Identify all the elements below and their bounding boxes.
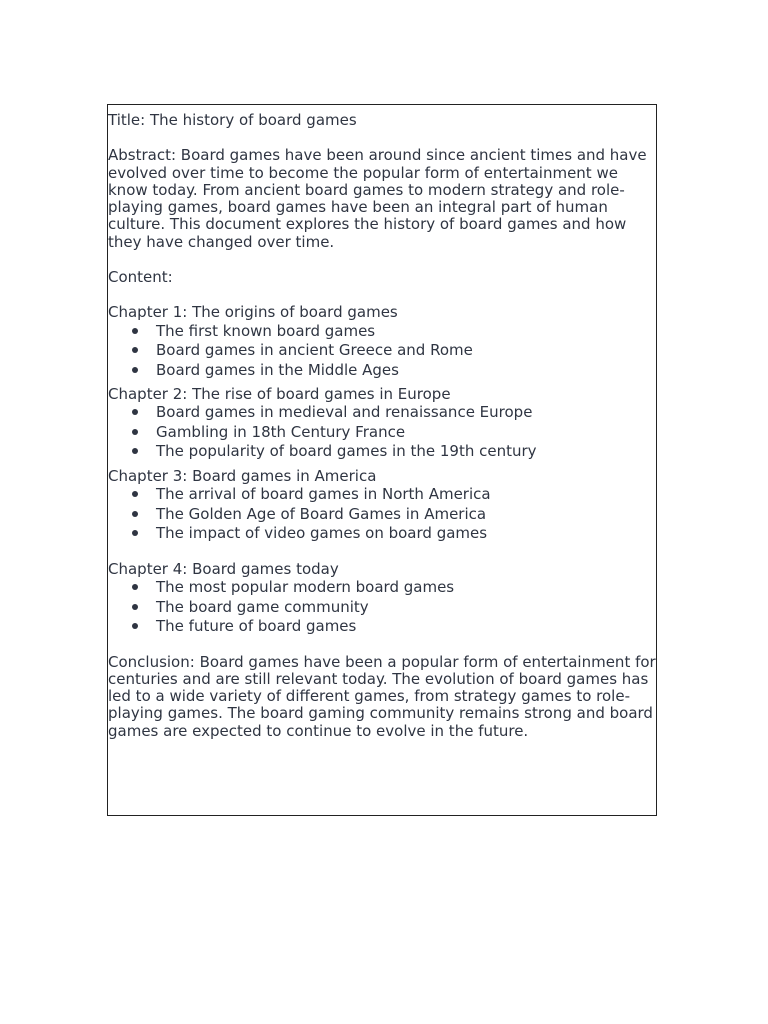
list-item — [108, 485, 656, 505]
list-item-text: Gambling in 18th Century France — [156, 422, 406, 441]
list-item — [108, 598, 656, 618]
content-label: Content: — [108, 268, 173, 287]
list-item-text: The arrival of board games in North America — [156, 485, 491, 504]
list-item-text: The popularity of board games in the 19th century — [156, 442, 537, 461]
bullet-icon — [132, 530, 138, 536]
list-item — [108, 361, 656, 381]
bullet-icon — [132, 448, 138, 454]
abstract-paragraph: Abstract: Board games have been around since ancient times and have evolved over time to become the popular form of entertainment we know today. From ancient board games to modern strategy and role-playing games, board games have been an integral part of human culture. This document explores the history of board games and how they have changed over time. — [108, 146, 647, 251]
chapter-2-heading: Chapter 2: The rise of board games in Europe — [108, 385, 451, 404]
chapter-3-list — [108, 485, 656, 544]
list-item — [108, 403, 656, 423]
list-item — [108, 322, 656, 342]
bullet-icon — [132, 367, 138, 373]
list-item-text: The future of board games — [156, 617, 357, 636]
list-item — [108, 442, 656, 462]
list-item — [108, 578, 656, 598]
list-item-text: Board games in ancient Greece and Rome — [156, 341, 473, 360]
list-item — [108, 341, 656, 361]
bullet-icon — [132, 584, 138, 590]
bullet-icon — [132, 491, 138, 497]
document-title: Title: The history of board games — [108, 111, 357, 129]
list-item — [108, 617, 656, 637]
list-item-text: Board games in the Middle Ages — [156, 360, 399, 379]
list-item-text: Board games in medieval and renaissance Europe — [156, 403, 533, 422]
conclusion-paragraph: Conclusion: Board games have been a popular form of entertainment for centuries and are still relevant today. The evolution of board games has led to a wide variety of different games, from strategy games to role-playing games. The board gaming community remains strong and board games are expected to continue to evolve in the future. — [108, 652, 656, 740]
bullet-icon — [132, 328, 138, 334]
bullet-icon — [132, 604, 138, 610]
bullet-icon — [132, 623, 138, 629]
list-item — [108, 524, 656, 544]
chapter-1-list — [108, 322, 656, 381]
bullet-icon — [132, 409, 138, 415]
list-item-text: The first known board games — [156, 321, 376, 340]
list-item — [108, 505, 656, 525]
list-item-text: The most popular modern board games — [156, 578, 455, 597]
chapter-3-heading: Chapter 3: Board games in America — [108, 466, 377, 485]
bullet-icon — [132, 429, 138, 435]
chapter-4-heading: Chapter 4: Board games today — [108, 559, 339, 578]
chapter-4-list — [108, 578, 656, 637]
list-item-text: The board game community — [156, 597, 369, 616]
chapter-1-heading: Chapter 1: The origins of board games — [108, 303, 398, 322]
bullet-icon — [132, 347, 138, 353]
list-item-text: The impact of video games on board games — [156, 524, 488, 543]
chapter-2-list — [108, 403, 656, 462]
bullet-icon — [132, 511, 138, 517]
document-frame — [107, 104, 657, 816]
list-item — [108, 423, 656, 443]
list-item-text: The Golden Age of Board Games in America — [156, 504, 487, 523]
